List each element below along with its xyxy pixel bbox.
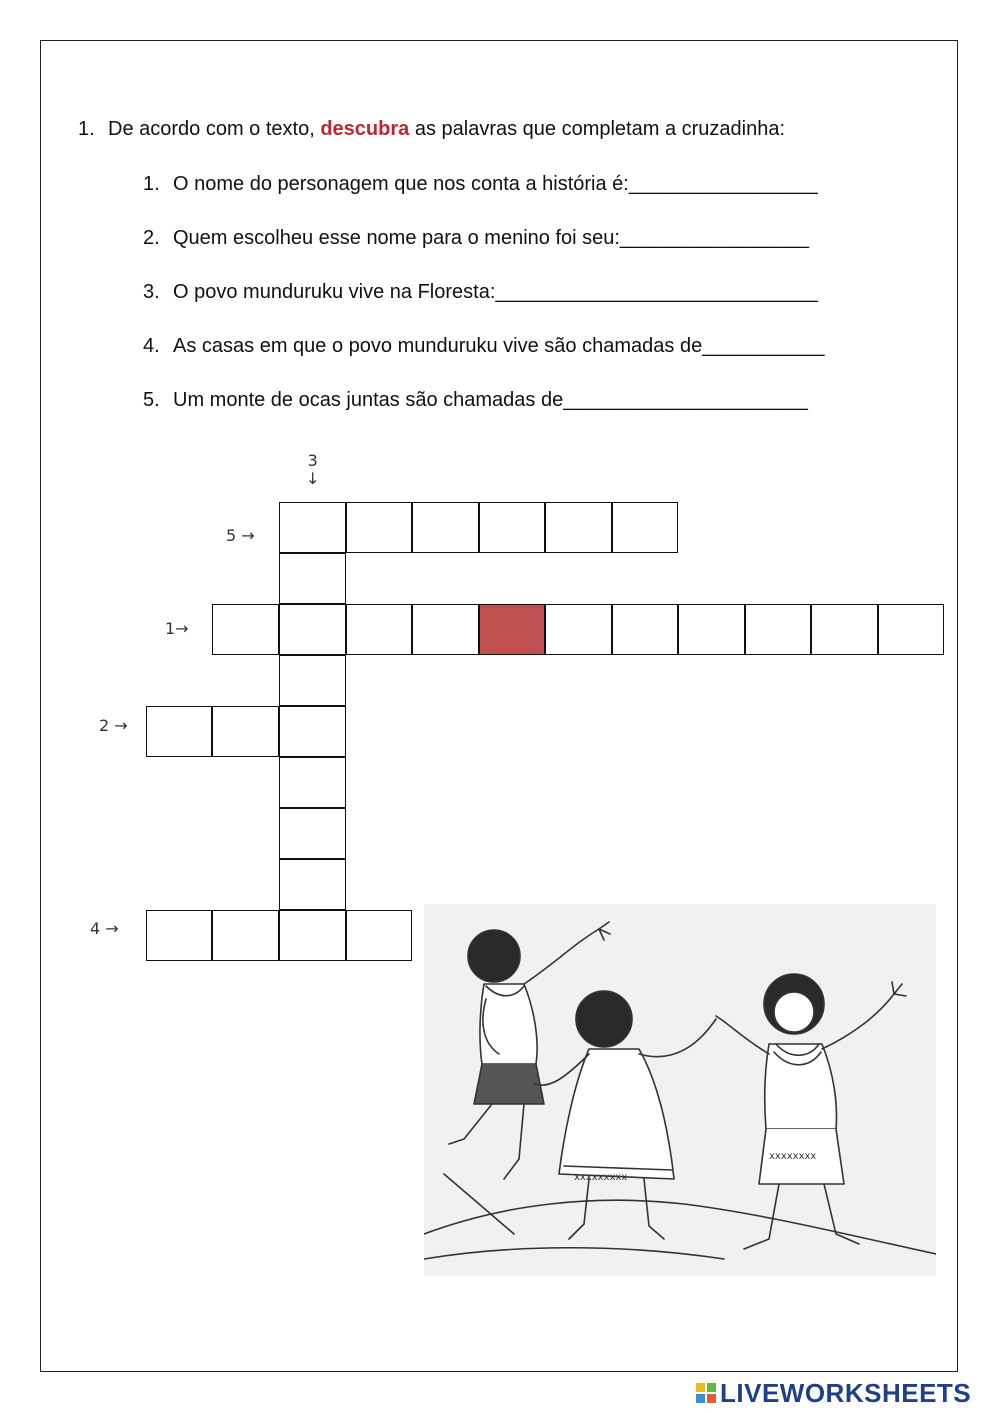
crossword-cell[interactable] bbox=[412, 604, 479, 655]
item-4 bbox=[143, 335, 825, 358]
logo-squares-icon bbox=[696, 1383, 716, 1403]
item-4-number: 4. bbox=[143, 335, 160, 357]
question-text-after: as palavras que completam a cruzadinha: bbox=[409, 118, 786, 140]
crossword-cell[interactable] bbox=[612, 502, 679, 553]
clue-5-marker: 5 → bbox=[226, 526, 255, 545]
clue-1-marker: 1→ bbox=[165, 619, 189, 638]
item-1-number: 1. bbox=[143, 173, 160, 195]
clue-4-marker: 4 → bbox=[90, 919, 119, 938]
crossword-cell[interactable] bbox=[146, 910, 213, 961]
item-3-number: 3. bbox=[143, 281, 160, 303]
question-text-before: De acordo com o texto, bbox=[108, 118, 321, 140]
crossword-cell[interactable] bbox=[212, 706, 279, 757]
crossword-cell[interactable] bbox=[279, 859, 346, 910]
svg-text:xxxxxxxx: xxxxxxxx bbox=[769, 1151, 817, 1162]
crossword-cell[interactable] bbox=[279, 808, 346, 859]
crossword-cell[interactable] bbox=[346, 604, 413, 655]
item-5-number: 5. bbox=[143, 389, 160, 411]
illustration-drawing bbox=[424, 904, 936, 1276]
crossword-cell[interactable] bbox=[146, 706, 213, 757]
item-1-text: O nome do personagem que nos conta a história é:_________________ bbox=[173, 173, 818, 195]
item-4-text: As casas em que o povo munduruku vive são chamadas de___________ bbox=[173, 335, 825, 357]
crossword-cell[interactable] bbox=[678, 604, 745, 655]
children-dancing-illustration bbox=[424, 904, 936, 1276]
clue-3-number: 3 bbox=[307, 451, 318, 470]
crossword-cell[interactable] bbox=[279, 553, 346, 604]
clue-3-marker bbox=[306, 452, 319, 488]
crossword-cell[interactable] bbox=[545, 502, 612, 553]
crossword-cell[interactable] bbox=[279, 910, 346, 961]
crossword-cell[interactable] bbox=[346, 910, 413, 961]
crossword-cell[interactable] bbox=[545, 604, 612, 655]
crossword-cell[interactable] bbox=[479, 502, 546, 553]
crossword-cell[interactable] bbox=[811, 604, 878, 655]
logo-text: LIVEWORKSHEETS bbox=[720, 1377, 972, 1408]
item-2-text: Quem escolheu esse nome para o menino foi seu:_________________ bbox=[173, 227, 810, 249]
item-3-text: O povo munduruku vive na Floresta:_____________________________ bbox=[173, 281, 818, 303]
item-2 bbox=[143, 227, 809, 250]
clue-3-arrow: ↓ bbox=[306, 469, 320, 488]
crossword-cell[interactable] bbox=[212, 604, 279, 655]
question-highlight: descubra bbox=[320, 118, 410, 140]
crossword-cell[interactable] bbox=[745, 604, 812, 655]
crossword-cell[interactable] bbox=[346, 502, 413, 553]
svg-text:xxxxxxxxx: xxxxxxxxx bbox=[574, 1172, 628, 1183]
question-number: 1. bbox=[78, 118, 95, 140]
item-2-number: 2. bbox=[143, 227, 160, 249]
item-3 bbox=[143, 281, 818, 304]
crossword-cell[interactable] bbox=[878, 604, 945, 655]
clue-2-marker: 2 → bbox=[99, 716, 128, 735]
crossword-cell[interactable] bbox=[279, 655, 346, 706]
crossword-cell[interactable] bbox=[279, 706, 346, 757]
crossword-cell[interactable] bbox=[412, 502, 479, 553]
crossword-cell[interactable] bbox=[279, 604, 346, 655]
crossword-cell[interactable] bbox=[212, 910, 279, 961]
item-1 bbox=[143, 173, 818, 196]
item-5-text: Um monte de ocas juntas são chamadas de______________________ bbox=[173, 389, 808, 411]
crossword-cell[interactable] bbox=[612, 604, 679, 655]
crossword-cell[interactable] bbox=[279, 502, 346, 553]
item-5 bbox=[143, 389, 808, 412]
crossword-cell-blocked bbox=[479, 604, 546, 655]
question-main bbox=[78, 118, 785, 141]
liveworksheets-logo[interactable] bbox=[696, 1378, 971, 1408]
crossword-cell[interactable] bbox=[279, 757, 346, 808]
